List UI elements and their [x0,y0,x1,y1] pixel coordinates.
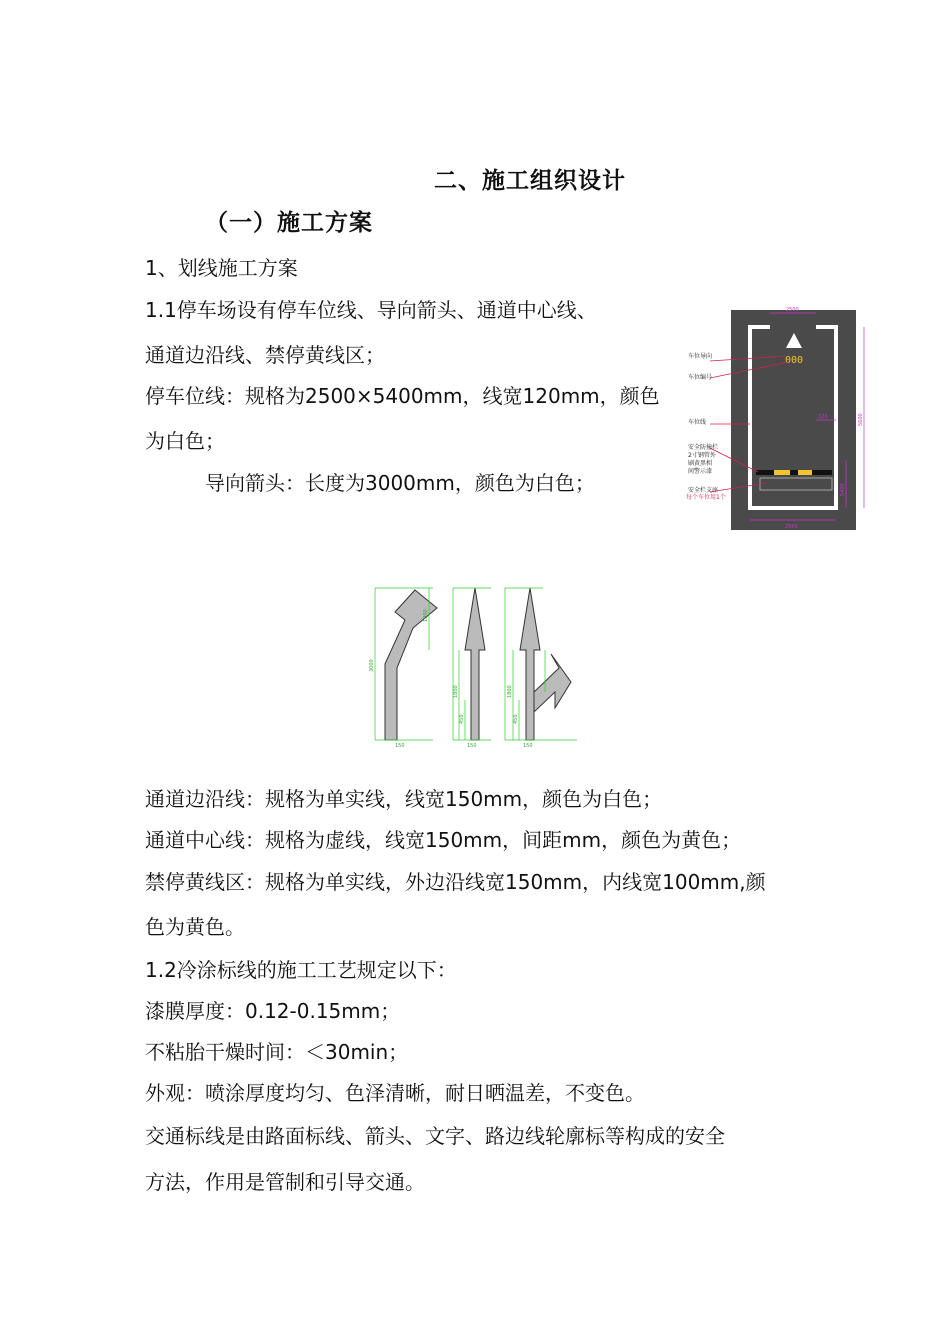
paragraph-12: 漆膜厚度：0.12-0.15mm； [145,999,401,1023]
straight-right-arrow [520,588,571,740]
arrow-dim-head: 1000 [423,609,429,622]
paragraph-9: 禁停黄线区：规格为单实线，外边沿线宽150mm，内线宽100mm,颜 [145,870,766,894]
arrow-dim-total: 3000 [369,659,375,672]
safety-bar-yellow [774,470,790,475]
paragraph-8: 通道中心线：规格为虚线，线宽150mm，间距mm，颜色为黄色； [145,828,742,852]
label-barrier-4: 间警示漆 [688,468,713,475]
dim-top: 2500 [786,307,799,313]
paragraph-7: 通道边沿线：规格为单实线，线宽150mm，颜色为白色； [145,787,663,811]
dim-bottom: 2500 [785,524,798,530]
arrow-dim-width: 150 [467,743,477,749]
straight-arrow [465,588,485,740]
label-barrier-2: 2寸钢管外 [688,452,716,459]
paragraph-16: 方法，作用是管制和引导交通。 [145,1170,425,1194]
dim-inner: 120 [818,414,828,420]
dim-side: 5400 [840,483,846,496]
label-support: 安全栏支座 [688,487,719,494]
arrow-dim-tail-2: 450 [513,714,519,724]
arrow-dim-width-3: 150 [523,743,533,749]
label-number: 车位编号 [688,374,713,381]
label-guide: 车位导向 [688,353,713,360]
paragraph-13: 不粘胎干燥时间：＜30min； [145,1040,409,1064]
paragraph-15: 交通标线是由路面标线、箭头、文字、路边线轮廓标等构成的安全 [145,1124,725,1148]
label-support-2: 每个车位用1个 [686,494,726,501]
arrow-dim-total-2: 1800 [453,685,459,698]
parking-space-figure [670,300,880,540]
safety-bar-yellow-2 [798,470,812,475]
paragraph-4: 停车位线：规格为2500×5400mm，线宽120mm，颜色 [145,384,660,408]
label-space-line: 车位线 [688,419,707,426]
paragraph-10: 色为黄色。 [145,915,245,939]
paragraph-11: 1.2冷涂标线的施工工艺规定以下： [145,958,457,982]
arrow-dim-tail: 450 [459,714,465,724]
paragraph-3: 通道边沿线、禁停黄线区； [145,343,385,367]
paragraph-5: 为白色； [145,429,225,453]
paragraph-1: 1、划线施工方案 [145,256,298,280]
arrow-dim-width-2: 150 [395,743,405,749]
paragraph-2: 1.1停车场设有停车位线、导向箭头、通道中心线、 [145,298,597,322]
guide-arrows-figure [365,580,595,750]
section-heading: 二、施工组织设计 [434,168,626,194]
space-number: 000 [784,355,804,366]
paragraph-6: 导向箭头：长度为3000mm，颜色为白色； [205,471,595,495]
dim-height: 5600 [858,413,864,426]
label-barrier-3: 刷黄黑相 [688,460,713,467]
label-barrier: 安全防撞栏 [688,444,719,451]
arrow-dim-total-3: 1800 [507,685,513,698]
subsection-heading: （一）施工方案 [205,210,373,236]
paragraph-14: 外观：喷涂厚度均匀、色泽清晰，耐日晒温差，不变色。 [145,1081,645,1105]
safety-bar [756,470,832,475]
